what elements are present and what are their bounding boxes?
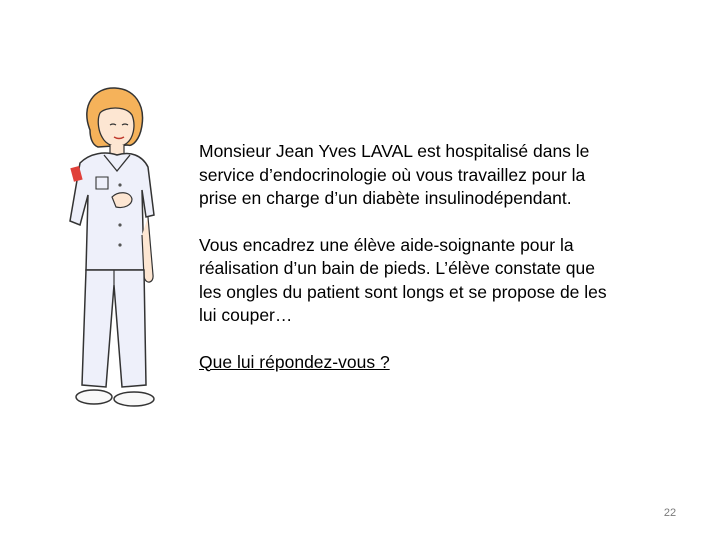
question-text: Que lui répondez-vous ? [199, 351, 390, 372]
slide-text [199, 140, 679, 374]
nurse-icon [50, 85, 160, 420]
paragraph-situation: Vous encadrez une élève aide-soignante pour la réalisation d’un bain de pieds. L’élève constate que les ongles du patient sont longs et se propose de les lui couper… [199, 234, 607, 325]
nurse-illustration [50, 85, 160, 420]
paragraph-context: Monsieur Jean Yves LAVAL est hospitalisé dans le service d’endocrinologie où vous travaillez pour la prise en charge d’un diabète insulinodépendant. [199, 141, 590, 208]
page-number: 22 [663, 507, 677, 519]
